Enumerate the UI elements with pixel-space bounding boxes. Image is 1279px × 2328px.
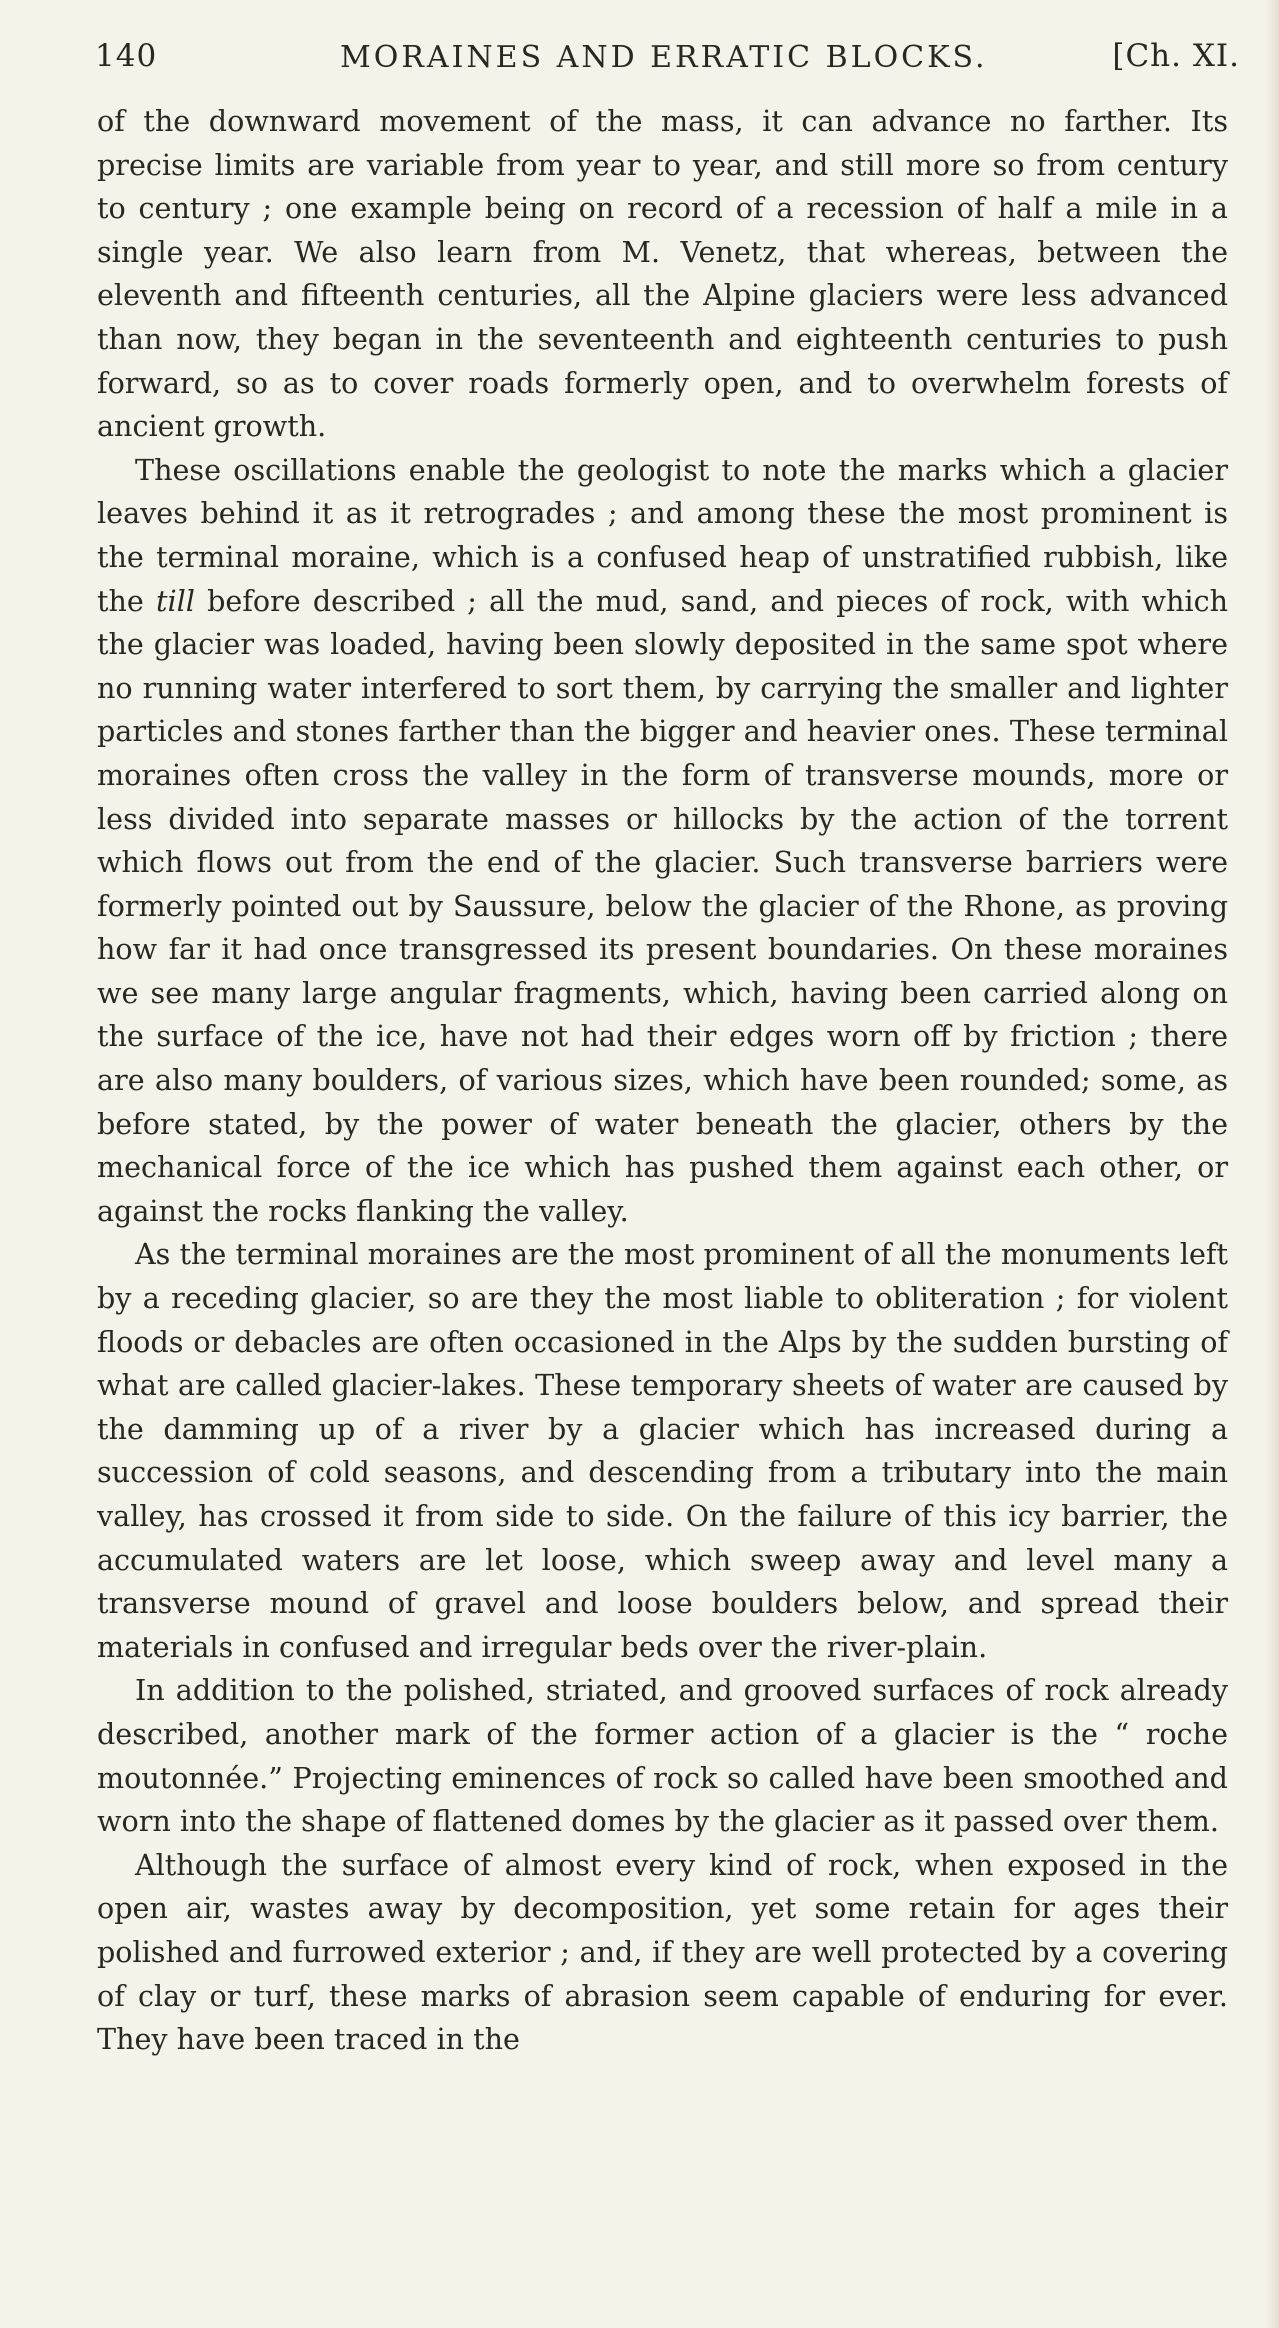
- paragraph-3-text: As the terminal moraines are the most prominent of all the monuments left by a receding glacier, so are they the most liable to obliteration ; for violent floods or debacles are often occasioned in the Alps by the sudden bursting of what are called glacier-lakes. These temporary sheets of water are caused by the damming up of a river by a glacier which has increased during a succession of cold seasons, and descending from a tributary into the main valley, has crossed it from side to side. On the failure of this icy barrier, the accumulated waters are let loose, which sweep away and level many a transverse mound of gravel and loose boulders below, and spread their materials in confused and irregular beds over the river-plain.: [97, 1237, 1228, 1664]
- paragraph-2-text-end: before described ; all the mud, sand, and pieces of rock, with which the glacier was loaded, having been slowly deposited in the same spot where no running water interfered to sort them, by carrying the smaller and lighter particles and stones farther than the bigger and heavier ones. These terminal moraines often cross the valley in the form of transverse mounds, more or less divided into separate masses or hillocks by the action of the torrent which flows out from the end of the glacier. Such transverse barriers were formerly pointed out by Saussure, below the glacier of the Rhone, as proving how far it had once transgressed its present boundaries. On these moraines we see many large angular fragments, which, having been carried along on the surface of the ice, have not had their edges worn off by friction ; there are also many boulders, of various sizes, which have been rounded; some, as before stated, by the power of water beneath the glacier, others by the mechanical force of the ice which has pushed them against each other, or against the rocks flanking the valley.: [97, 583, 1228, 1228]
- chapter-label: [Ch. XI.: [1112, 38, 1240, 74]
- page-number: 140: [95, 38, 158, 74]
- running-title: MORAINES AND ERRATIC BLOCKS.: [340, 40, 988, 75]
- paragraph-4-text: In addition to the polished, striated, and grooved surfaces of rock already described, another mark of the former action of a glacier is the “ roche moutonnée.” Projecting eminences of rock so called have been smoothed and worn into the shape of flattened domes by the glacier as it passed over them.: [97, 1673, 1228, 1839]
- paragraph-4: [97, 1669, 1228, 1843]
- body-text: [97, 100, 1228, 2062]
- page-header: [95, 38, 1240, 88]
- paragraph-3: [97, 1233, 1228, 1669]
- paragraph-1-text: of the downward movement of the mass, it can advance no farther. Its precise limits are variable from year to year, and still more so from century to century ; one example being on record of a recession of half a mile in a single year. We also learn from M. Venetz, that whereas, between the eleventh and fifteenth centuries, all the Alpine glaciers were less advanced than now, they began in the seventeenth and eighteenth centuries to push forward, so as to cover roads formerly open, and to overwhelm forests of ancient growth.: [97, 104, 1228, 444]
- italic-term: till: [156, 583, 195, 618]
- paragraph-5: [97, 1844, 1228, 2062]
- paragraph-2-text-start: These oscillations enable the geologist to note the marks which a glacier leaves behind it as it retrogrades ; and among these the most prominent is the terminal moraine, which is a confused heap of unstratified rubbish, like the: [97, 452, 1228, 618]
- paragraph-5-text: Although the surface of almost every kind of rock, when exposed in the open air, wastes away by decomposition, yet some retain for ages their polished and furrowed exterior ; and, if they are well protected by a covering of clay or turf, these marks of abrasion seem capable of enduring for ever. They have been traced in the: [97, 1847, 1228, 2057]
- paragraph-1: [97, 100, 1228, 449]
- paragraph-2: [97, 449, 1228, 1234]
- page-edge-shadow: [1265, 0, 1279, 2328]
